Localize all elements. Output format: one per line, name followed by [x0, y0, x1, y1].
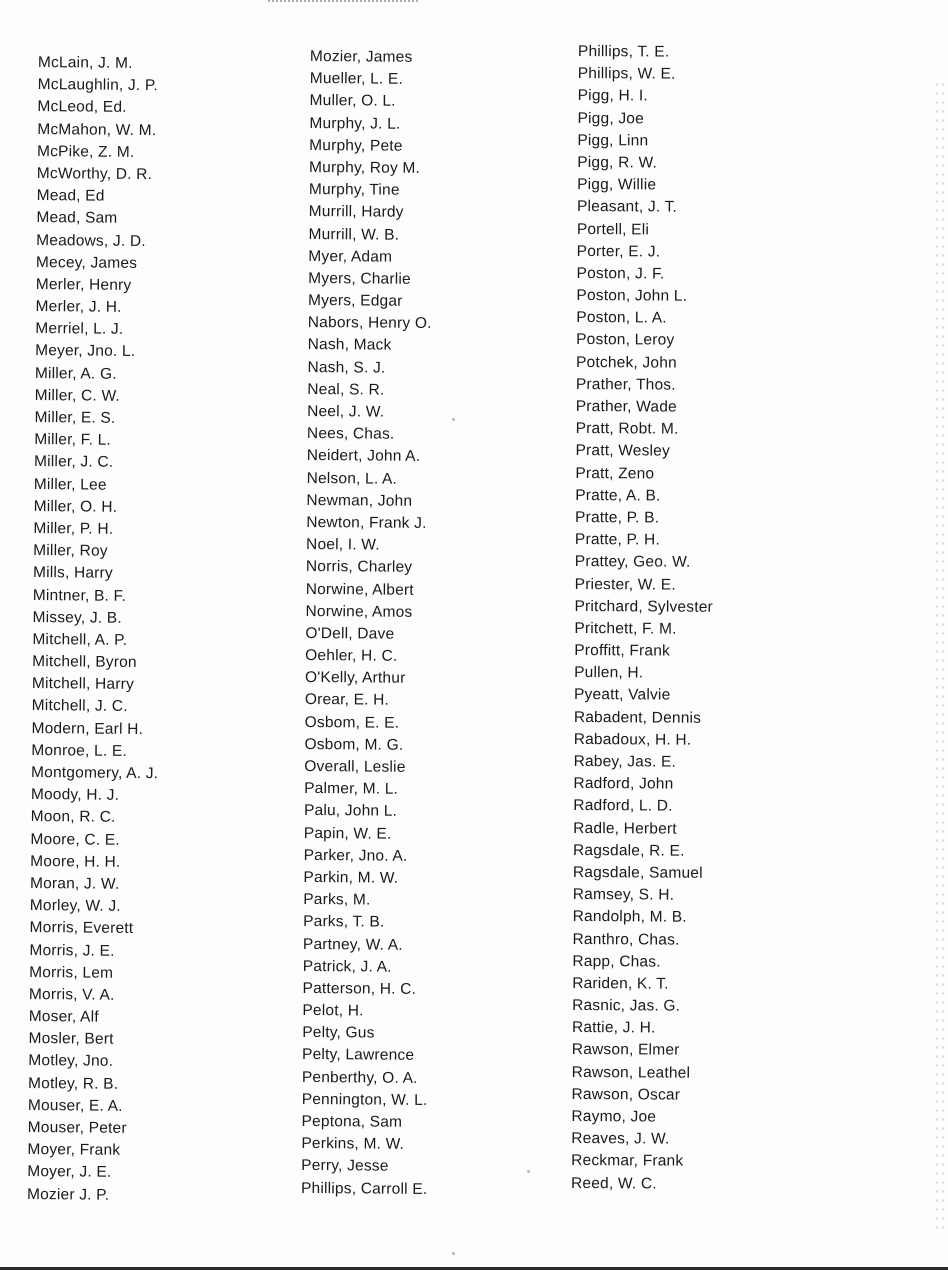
- name-entry: Monroe, L. E.: [31, 741, 128, 760]
- name-entry: Ragsdale, Samuel: [572, 863, 703, 882]
- name-entry: McPike, Z. M.: [36, 142, 135, 161]
- name-entry: Ranthro, Chas.: [572, 930, 680, 949]
- name-entry: Pigg, Linn: [577, 131, 649, 150]
- name-entry: Myers, Edgar: [307, 292, 403, 310]
- name-entry: Moyer, Frank: [27, 1141, 121, 1160]
- name-entry: Osbom, E. E.: [304, 713, 400, 732]
- name-entry: Pratte, A. B.: [575, 486, 661, 505]
- name-entry: Rattie, J. H.: [571, 1019, 656, 1037]
- name-entry: Morris, J. E.: [29, 941, 115, 960]
- name-entry: Miller, Roy: [33, 542, 108, 560]
- name-entry: Morley, W. J.: [29, 897, 121, 915]
- name-entry: McWorthy, D. R.: [36, 164, 153, 184]
- name-entry: Newton, Frank J.: [306, 513, 427, 532]
- name-entry: Priester, W. E.: [574, 575, 676, 594]
- name-entry: Phillips, Carroll E.: [300, 1179, 428, 1198]
- name-entry: McLaughlin, J. P.: [37, 76, 159, 95]
- name-entry: Rabadent, Dennis: [573, 708, 702, 727]
- name-entry: Reed, W. C.: [570, 1174, 657, 1193]
- name-entry: Orear, E. H.: [304, 691, 390, 710]
- name-column-2: [301, 46, 436, 1201]
- name-entry: Merriel, L. J.: [35, 320, 124, 339]
- name-entry: Ragsdale, R. E.: [573, 841, 685, 860]
- name-entry: Pigg, Joe: [577, 109, 645, 127]
- name-entry: Parkin, M. W.: [303, 868, 399, 887]
- name-entry: Newman, John: [306, 491, 413, 510]
- name-entry: Prather, Thos.: [575, 375, 676, 394]
- name-entry: Palu, John L.: [303, 802, 398, 821]
- name-entry: Nees, Chas.: [306, 425, 395, 443]
- name-entry: Neal, S. R.: [307, 380, 385, 399]
- name-entry: McMahon, W. M.: [37, 120, 157, 139]
- name-entry: Neel, J. W.: [307, 402, 385, 421]
- name-entry: Prather, Wade: [575, 397, 677, 416]
- name-entry: Miller, J. C.: [33, 453, 114, 472]
- name-entry: Neidert, John A.: [306, 447, 421, 466]
- name-entry: O'Dell, Dave: [305, 624, 395, 643]
- name-entry: Motley, Jno.: [28, 1052, 114, 1071]
- name-entry: Moody, H. J.: [30, 786, 120, 804]
- name-entry: Mitchell, Harry: [31, 675, 135, 694]
- name-entry: Mills, Harry: [32, 564, 113, 583]
- name-entry: Miller, C. W.: [34, 386, 121, 405]
- name-entry: Pritchett, F. M.: [574, 619, 677, 638]
- name-entry: Moyer, J. E.: [27, 1163, 112, 1182]
- name-entry: Norwine, Albert: [305, 580, 414, 599]
- name-entry: Mouser, E. A.: [27, 1096, 123, 1115]
- name-entry: Miller, O. H.: [33, 497, 118, 516]
- name-entry: Mead, Sam: [36, 209, 118, 228]
- name-entry: Moran, J. W.: [29, 874, 120, 893]
- name-entry: Moser, Alf: [28, 1008, 99, 1026]
- name-entry: Patterson, H. C.: [302, 979, 417, 998]
- name-entry: Mecey, James: [35, 253, 138, 272]
- name-entry: Reaves, J. W.: [571, 1130, 670, 1148]
- name-entry: Moon, R. C.: [30, 808, 116, 827]
- name-entry: Radford, L. D.: [573, 797, 673, 815]
- name-entry: Miller, Lee: [33, 475, 107, 494]
- name-column-1: [27, 52, 165, 1207]
- name-entry: Mitchell, A. P.: [32, 630, 128, 649]
- name-entry: Meadows, J. D.: [36, 231, 146, 250]
- name-entry: Pratte, P. B.: [575, 508, 660, 527]
- name-entry: Phillips, W. E.: [577, 65, 676, 83]
- name-entry: Osbom, M. G.: [304, 735, 404, 754]
- name-entry: Muller, O. L.: [309, 92, 396, 111]
- name-entry: Pratt, Robt. M.: [575, 420, 679, 438]
- name-entry: Pullen, H.: [574, 664, 644, 682]
- name-entry: Oehler, H. C.: [305, 647, 398, 665]
- name-entry: Mosler, Bert: [28, 1030, 114, 1049]
- name-entry: Murphy, Tine: [308, 181, 400, 199]
- name-entry: Rapp, Chas.: [572, 952, 661, 971]
- name-entry: Poston, J. F.: [576, 264, 665, 283]
- name-entry: Modern, Earl H.: [31, 719, 144, 738]
- name-entry: Proffitt, Frank: [574, 642, 671, 660]
- name-entry: Raymo, Joe: [571, 1107, 657, 1126]
- name-entry: Norris, Charley: [305, 558, 413, 577]
- name-entry: Patrick, J. A.: [302, 957, 392, 976]
- name-column-3: [571, 41, 716, 1196]
- name-entry: Murphy, Roy M.: [308, 158, 421, 177]
- top-scan-artifact: [268, 0, 418, 8]
- name-entry: Murphy, J. L.: [309, 114, 401, 133]
- name-entry: Overall, Leslie: [304, 757, 406, 776]
- name-entry: Radle, Herbert: [573, 819, 677, 838]
- name-entry: Myer, Adam: [308, 247, 393, 266]
- name-entry: Miller, E. S.: [34, 408, 116, 427]
- name-entry: Mead, Ed: [36, 187, 105, 205]
- name-entry: Pyeatt, Valvie: [573, 686, 671, 705]
- name-entry: Norwine, Amos: [305, 602, 413, 621]
- name-entry: Perry, Jesse: [301, 1157, 389, 1176]
- name-entry: Rawson, Elmer: [571, 1041, 680, 1060]
- name-entry: Pleasant, J. T.: [576, 198, 678, 216]
- name-entry: Poston, Leroy: [576, 331, 675, 350]
- name-entry: Nash, Mack: [307, 336, 392, 355]
- name-entry: Pratte, P. H.: [574, 531, 661, 549]
- name-entry: Perkins, M. W.: [301, 1135, 405, 1153]
- name-entry: Rabadoux, H. H.: [573, 730, 692, 749]
- name-entry: Mueller, L. E.: [309, 70, 404, 88]
- name-entry: Missey, J. B.: [32, 608, 122, 627]
- name-entry: Parker, Jno. A.: [303, 846, 408, 865]
- name-entry: Mouser, Peter: [27, 1118, 127, 1137]
- name-entry: Nash, S. J.: [307, 358, 386, 377]
- name-entry: Poston, L. A.: [576, 309, 667, 327]
- name-entry: Pigg, R. W.: [577, 153, 658, 172]
- name-entry: Parks, M.: [303, 891, 371, 909]
- scan-speck: [452, 1252, 455, 1255]
- name-entry: Murrill, Hardy: [308, 203, 404, 222]
- scan-speck: [452, 418, 455, 421]
- name-entry: O'Kelly, Arthur: [304, 669, 406, 688]
- name-entry: Motley, R. B.: [28, 1074, 119, 1093]
- name-entry: Merler, J. H.: [35, 298, 122, 316]
- name-entry: Reckmar, Frank: [571, 1152, 684, 1171]
- name-entry: Miller, F. L.: [34, 431, 112, 449]
- name-entry: Mozier J. P.: [26, 1185, 110, 1204]
- name-entry: Mitchell, Byron: [32, 653, 137, 672]
- name-entry: Randolph, M. B.: [572, 908, 687, 926]
- name-entry: Pelot, H.: [302, 1002, 364, 1020]
- name-entry: Poston, John L.: [576, 287, 688, 305]
- name-entry: Montgomery, A. J.: [31, 763, 159, 783]
- name-entry: Radford, John: [573, 775, 674, 793]
- name-entry: Parks, T. B.: [303, 913, 385, 931]
- name-entry: Porter, E. J.: [576, 242, 661, 261]
- name-entry: McLeod, Ed.: [37, 98, 127, 117]
- name-entry: Myers, Charlie: [308, 269, 411, 288]
- name-entry: Nelson, L. A.: [306, 469, 398, 488]
- name-entry: Mozier, James: [309, 47, 413, 66]
- name-entry: Morris, Lem: [29, 963, 114, 982]
- name-entry: Pelty, Gus: [302, 1024, 375, 1042]
- name-entry: Pennington, W. L.: [301, 1090, 428, 1109]
- name-entry: Rawson, Leathel: [571, 1063, 691, 1082]
- name-entry: Murphy, Pete: [309, 136, 403, 155]
- name-entry: Papin, W. E.: [303, 824, 392, 843]
- name-entry: Meyer, Jno. L.: [35, 342, 136, 361]
- name-entry: Rasnic, Jas. G.: [572, 997, 681, 1015]
- name-entry: Potchek, John: [575, 353, 677, 372]
- name-entry: Pigg, H. I.: [577, 87, 648, 105]
- name-entry: Pratt, Zeno: [575, 464, 655, 483]
- name-entry: Morris, Everett: [29, 919, 134, 938]
- name-entry: Pelty, Lawrence: [302, 1046, 415, 1065]
- name-entry: Moore, C. E.: [30, 830, 120, 849]
- name-entry: Prattey, Geo. W.: [574, 553, 691, 572]
- name-entry: Murrill, W. B.: [308, 225, 400, 244]
- name-entry: Rariden, K. T.: [572, 974, 669, 993]
- name-entry: Merler, Henry: [35, 275, 132, 294]
- name-entry: Pritchard, Sylvester: [574, 597, 713, 616]
- name-entry: Partney, W. A.: [302, 935, 403, 954]
- name-entry: McLain, J. M.: [37, 53, 133, 72]
- name-entry: Mitchell, J. C.: [31, 697, 128, 716]
- name-entry: Noel, I. W.: [306, 536, 380, 554]
- name-entry: Rawson, Oscar: [571, 1085, 681, 1104]
- scan-edge-noise: [934, 80, 948, 1230]
- name-entry: Morris, V. A.: [28, 985, 115, 1004]
- scan-speck: [527, 1170, 530, 1173]
- name-entry: Pigg, Willie: [577, 176, 657, 194]
- name-entry: Peptona, Sam: [301, 1112, 403, 1131]
- name-entry: Phillips, T. E.: [577, 42, 670, 61]
- name-entry: Miller, A. G.: [34, 364, 117, 383]
- name-entry: Ramsey, S. H.: [572, 886, 675, 904]
- name-entry: Pratt, Wesley: [575, 442, 671, 460]
- name-entry: Portell, Eli: [576, 220, 650, 238]
- name-entry: Miller, P. H.: [33, 519, 114, 538]
- name-entry: Palmer, M. L.: [304, 780, 399, 798]
- name-entry: Penberthy, O. A.: [301, 1068, 418, 1087]
- name-entry: Mintner, B. F.: [32, 586, 127, 605]
- name-entry: Rabey, Jas. E.: [573, 752, 677, 771]
- name-entry: Nabors, Henry O.: [307, 314, 432, 333]
- name-entry: Moore, H. H.: [30, 852, 121, 871]
